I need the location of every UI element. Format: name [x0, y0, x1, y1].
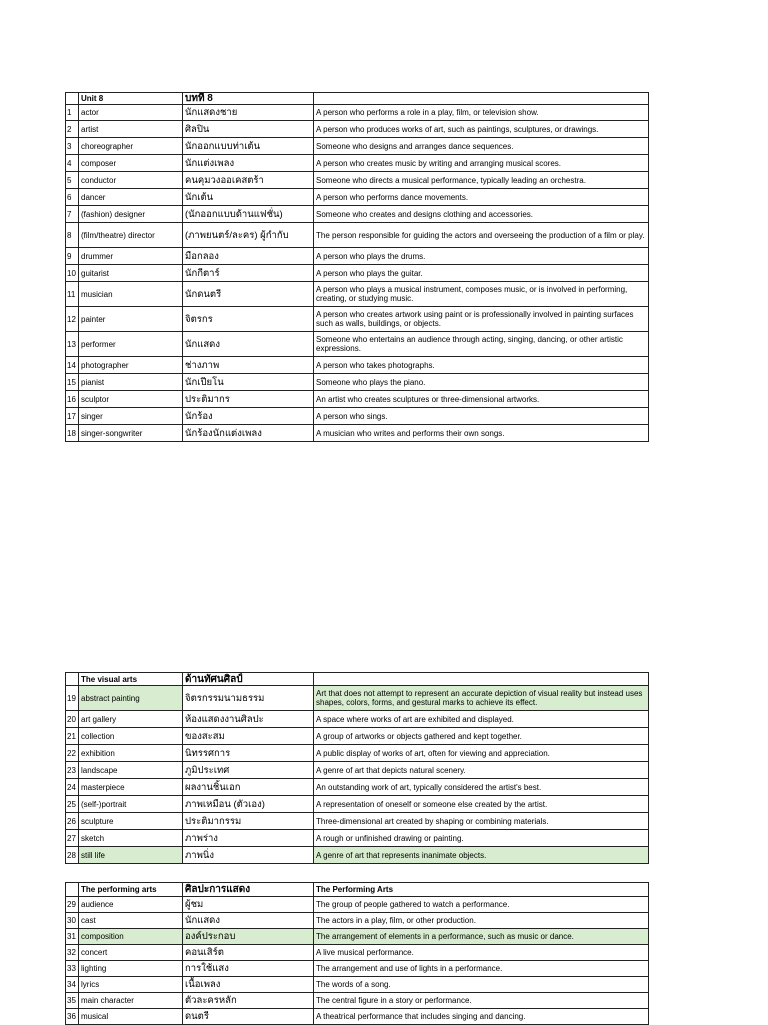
row-number: 24 — [66, 779, 79, 796]
definition: The arrangement of elements in a performance, such as music or dance. — [314, 929, 649, 945]
thai-term: คนคุมวงออเคสตร้า — [183, 172, 314, 189]
header-thai-cell: บทที่ 8 — [183, 93, 314, 105]
table-row — [66, 686, 649, 711]
table-row — [66, 425, 649, 442]
english-term: landscape — [79, 762, 183, 779]
table-row — [66, 847, 649, 864]
english-term: audience — [79, 897, 183, 913]
table-row — [66, 779, 649, 796]
definition: A genre of art that depicts natural scenery. — [314, 762, 649, 779]
english-term: guitarist — [79, 265, 183, 282]
definition: An artist who creates sculptures or three-dimensional artworks. — [314, 391, 649, 408]
thai-term: การใช้แสง — [183, 961, 314, 977]
english-term: exhibition — [79, 745, 183, 762]
table-row — [66, 105, 649, 121]
table-row — [66, 796, 649, 813]
english-term: art gallery — [79, 711, 183, 728]
thai-term: ภูมิประเทศ — [183, 762, 314, 779]
table-row — [66, 929, 649, 945]
table-row — [66, 307, 649, 332]
row-number: 29 — [66, 897, 79, 913]
row-number: 11 — [66, 282, 79, 307]
english-term: painter — [79, 307, 183, 332]
english-term: actor — [79, 105, 183, 121]
row-number: 23 — [66, 762, 79, 779]
thai-term: ดนตรี — [183, 1009, 314, 1025]
table-row — [66, 813, 649, 830]
definition: The person responsible for guiding the actors and overseeing the production of a film or play. — [314, 223, 649, 248]
row-number: 31 — [66, 929, 79, 945]
table-row — [66, 977, 649, 993]
row-number: 3 — [66, 138, 79, 155]
header-thai-cell: ศิลปะการแสดง — [183, 883, 314, 897]
table-row — [66, 155, 649, 172]
english-term: still life — [79, 847, 183, 864]
thai-term: ช่างภาพ — [183, 357, 314, 374]
definition: A genre of art that represents inanimate objects. — [314, 847, 649, 864]
thai-term: นักแสดง — [183, 913, 314, 929]
header-definition-cell — [314, 93, 649, 105]
row-number: 6 — [66, 189, 79, 206]
row-number: 35 — [66, 993, 79, 1009]
table-row — [66, 282, 649, 307]
definition: Art that does not attempt to represent an accurate depiction of visual reality but instead uses shapes, colors, forms, and gestural marks to achieve its effect. — [314, 686, 649, 711]
row-number: 13 — [66, 332, 79, 357]
thai-term: ผลงานชิ้นเอก — [183, 779, 314, 796]
table-row — [66, 762, 649, 779]
thai-term: นักร้อง — [183, 408, 314, 425]
thai-term: ภาพนิ่ง — [183, 847, 314, 864]
definition: Someone who entertains an audience through acting, singing, dancing, or other artistic expressions. — [314, 332, 649, 357]
definition: A representation of oneself or someone else created by the artist. — [314, 796, 649, 813]
english-term: musician — [79, 282, 183, 307]
row-number: 33 — [66, 961, 79, 977]
row-number: 30 — [66, 913, 79, 929]
english-term: composition — [79, 929, 183, 945]
table-row — [66, 961, 649, 977]
english-term: dancer — [79, 189, 183, 206]
definition: A theatrical performance that includes singing and dancing. — [314, 1009, 649, 1025]
definition: A person who plays the drums. — [314, 248, 649, 265]
english-term: drummer — [79, 248, 183, 265]
row-number: 20 — [66, 711, 79, 728]
definition: A person who produces works of art, such as paintings, sculptures, or drawings. — [314, 121, 649, 138]
thai-term: นักร้องนักแต่งเพลง — [183, 425, 314, 442]
thai-term: ศิลปิน — [183, 121, 314, 138]
table-row — [66, 1009, 649, 1025]
table-row — [66, 121, 649, 138]
definition: A rough or unfinished drawing or painting. — [314, 830, 649, 847]
row-number: 21 — [66, 728, 79, 745]
row-number: 28 — [66, 847, 79, 864]
row-number: 17 — [66, 408, 79, 425]
row-number: 32 — [66, 945, 79, 961]
vocab-table-visual-arts — [65, 672, 649, 864]
thai-term: นักดนตรี — [183, 282, 314, 307]
header-english-cell: Unit 8 — [79, 93, 183, 105]
row-number: 1 — [66, 105, 79, 121]
english-term: sculptor — [79, 391, 183, 408]
definition: A live musical performance. — [314, 945, 649, 961]
thai-term: นักออกแบบท่าเต้น — [183, 138, 314, 155]
english-term: abstract painting — [79, 686, 183, 711]
row-number: 25 — [66, 796, 79, 813]
table-row — [66, 374, 649, 391]
table-row — [66, 830, 649, 847]
thai-term: ตัวละครหลัก — [183, 993, 314, 1009]
english-term: singer-songwriter — [79, 425, 183, 442]
definition: A musician who writes and performs their own songs. — [314, 425, 649, 442]
table-row — [66, 993, 649, 1009]
row-number: 26 — [66, 813, 79, 830]
definition: A person who takes photographs. — [314, 357, 649, 374]
row-number: 34 — [66, 977, 79, 993]
thai-term: ห้องแสดงงานศิลปะ — [183, 711, 314, 728]
row-number: 8 — [66, 223, 79, 248]
thai-term: นักเต้น — [183, 189, 314, 206]
table-row — [66, 711, 649, 728]
row-number: 27 — [66, 830, 79, 847]
table-row — [66, 206, 649, 223]
english-term: conductor — [79, 172, 183, 189]
header-num-cell — [66, 673, 79, 686]
row-number: 9 — [66, 248, 79, 265]
english-term: (fashion) designer — [79, 206, 183, 223]
header-english-cell: The performing arts — [79, 883, 183, 897]
definition: The arrangement and use of lights in a performance. — [314, 961, 649, 977]
row-number: 36 — [66, 1009, 79, 1025]
definition: A person who performs a role in a play, film, or television show. — [314, 105, 649, 121]
table-header-row — [66, 673, 649, 686]
table-row — [66, 265, 649, 282]
english-term: masterpiece — [79, 779, 183, 796]
row-number: 16 — [66, 391, 79, 408]
table-row — [66, 189, 649, 206]
table-row — [66, 897, 649, 913]
definition: The group of people gathered to watch a performance. — [314, 897, 649, 913]
definition: An outstanding work of art, typically considered the artist's best. — [314, 779, 649, 796]
header-num-cell — [66, 883, 79, 897]
thai-term: เนื้อเพลง — [183, 977, 314, 993]
row-number: 18 — [66, 425, 79, 442]
table-row — [66, 913, 649, 929]
thai-term: นักเปียโน — [183, 374, 314, 391]
row-number: 22 — [66, 745, 79, 762]
definition: The actors in a play, film, or other production. — [314, 913, 649, 929]
definition: A person who plays the guitar. — [314, 265, 649, 282]
header-definition-cell: The Performing Arts — [314, 883, 649, 897]
thai-term: นักแสดงชาย — [183, 105, 314, 121]
table-row — [66, 138, 649, 155]
row-number: 14 — [66, 357, 79, 374]
thai-term: ประติมากร — [183, 391, 314, 408]
definition: A public display of works of art, often for viewing and appreciation. — [314, 745, 649, 762]
table-row — [66, 172, 649, 189]
row-number: 2 — [66, 121, 79, 138]
definition: Someone who designs and arranges dance sequences. — [314, 138, 649, 155]
thai-term: (ภาพยนตร์/ละคร) ผู้กำกับ — [183, 223, 314, 248]
thai-term: นักกีตาร์ — [183, 265, 314, 282]
definition: The words of a song. — [314, 977, 649, 993]
english-term: cast — [79, 913, 183, 929]
thai-term: (นักออกแบบด้านแฟชั่น) — [183, 206, 314, 223]
definition: A person who performs dance movements. — [314, 189, 649, 206]
english-term: (film/theatre) director — [79, 223, 183, 248]
english-term: composer — [79, 155, 183, 172]
table-header-row — [66, 883, 649, 897]
definition: A space where works of art are exhibited and displayed. — [314, 711, 649, 728]
thai-term: จิตรกรรมนามธรรม — [183, 686, 314, 711]
table-row — [66, 745, 649, 762]
table-row — [66, 248, 649, 265]
vocab-table-performing-arts — [65, 882, 649, 1025]
thai-term: ผู้ชม — [183, 897, 314, 913]
definition: A person who plays a musical instrument, composes music, or is involved in performing, creating, or studying music. — [314, 282, 649, 307]
table-row — [66, 332, 649, 357]
definition: A person who creates music by writing and arranging musical scores. — [314, 155, 649, 172]
english-term: singer — [79, 408, 183, 425]
definition: Someone who directs a musical performance, typically leading an orchestra. — [314, 172, 649, 189]
row-number: 15 — [66, 374, 79, 391]
english-term: performer — [79, 332, 183, 357]
english-term: pianist — [79, 374, 183, 391]
definition: The central figure in a story or performance. — [314, 993, 649, 1009]
thai-term: นิทรรศการ — [183, 745, 314, 762]
row-number: 19 — [66, 686, 79, 711]
definition: Someone who creates and designs clothing and accessories. — [314, 206, 649, 223]
table-row — [66, 223, 649, 248]
table-header-row — [66, 93, 649, 105]
header-english-cell: The visual arts — [79, 673, 183, 686]
english-term: collection — [79, 728, 183, 745]
header-num-cell — [66, 93, 79, 105]
thai-term: คอนเสิร์ต — [183, 945, 314, 961]
english-term: sculpture — [79, 813, 183, 830]
vocab-table-unit-8 — [65, 92, 649, 442]
table-row — [66, 728, 649, 745]
definition: A person who sings. — [314, 408, 649, 425]
thai-term: ภาพเหมือน (ตัวเอง) — [183, 796, 314, 813]
english-term: lighting — [79, 961, 183, 977]
row-number: 4 — [66, 155, 79, 172]
row-number: 5 — [66, 172, 79, 189]
thai-term: ภาพร่าง — [183, 830, 314, 847]
thai-term: องค์ประกอบ — [183, 929, 314, 945]
thai-term: ประติมากรรม — [183, 813, 314, 830]
english-term: artist — [79, 121, 183, 138]
english-term: lyrics — [79, 977, 183, 993]
definition: Someone who plays the piano. — [314, 374, 649, 391]
definition: Three-dimensional art created by shaping or combining materials. — [314, 813, 649, 830]
table-row — [66, 357, 649, 374]
definition: A person who creates artwork using paint or is professionally involved in painting surfaces such as walls, buildings, or objects. — [314, 307, 649, 332]
english-term: (self-)portrait — [79, 796, 183, 813]
english-term: main character — [79, 993, 183, 1009]
english-term: photographer — [79, 357, 183, 374]
table-row — [66, 945, 649, 961]
english-term: choreographer — [79, 138, 183, 155]
row-number: 10 — [66, 265, 79, 282]
table-row — [66, 408, 649, 425]
thai-term: นักแสดง — [183, 332, 314, 357]
row-number: 12 — [66, 307, 79, 332]
english-term: sketch — [79, 830, 183, 847]
thai-term: มือกลอง — [183, 248, 314, 265]
english-term: concert — [79, 945, 183, 961]
english-term: musical — [79, 1009, 183, 1025]
thai-term: จิตรกร — [183, 307, 314, 332]
header-thai-cell: ด้านทัศนศิลป์ — [183, 673, 314, 686]
definition: A group of artworks or objects gathered and kept together. — [314, 728, 649, 745]
row-number: 7 — [66, 206, 79, 223]
thai-term: ของสะสม — [183, 728, 314, 745]
table-row — [66, 391, 649, 408]
thai-term: นักแต่งเพลง — [183, 155, 314, 172]
header-definition-cell — [314, 673, 649, 686]
